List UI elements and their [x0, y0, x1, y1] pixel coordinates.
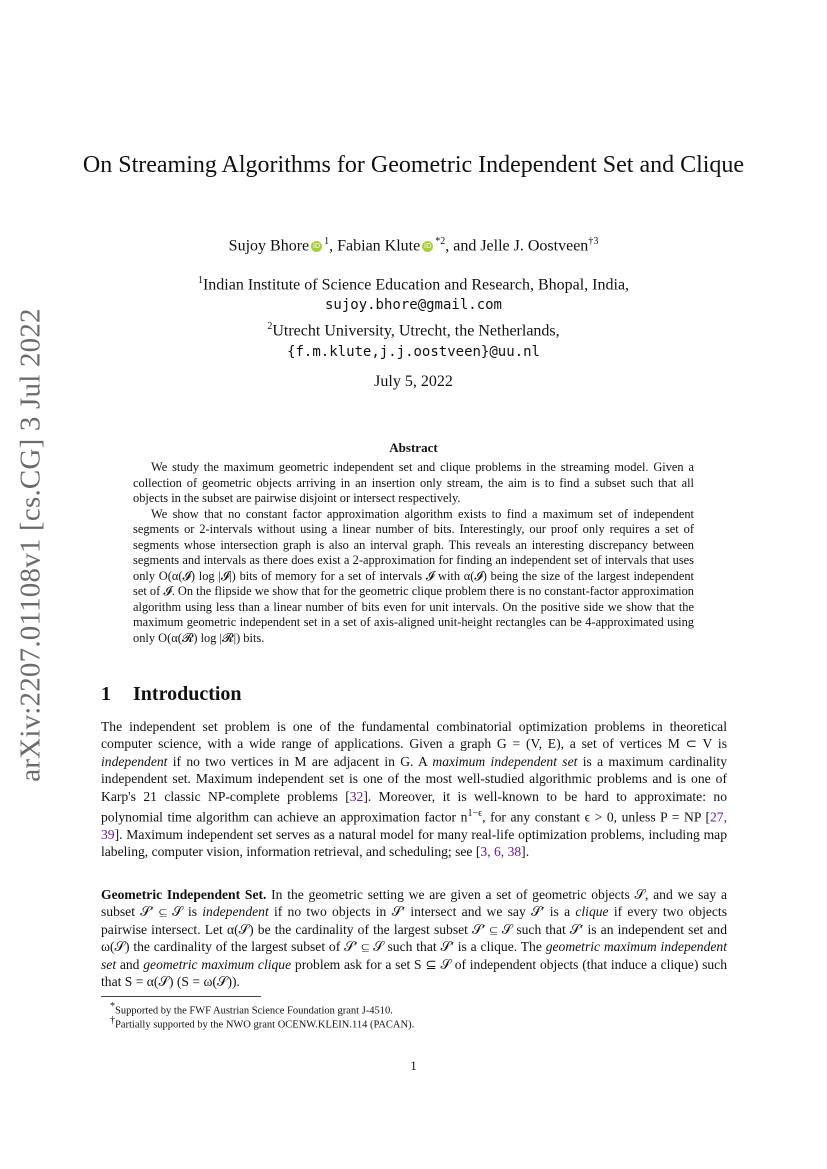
abstract-heading: Abstract — [389, 440, 438, 455]
citation-link[interactable]: 27, 39 — [101, 809, 727, 842]
date: July 5, 2022 — [374, 373, 453, 390]
abstract-paragraph-1: We study the maximum geometric independent set and clique problems in the streaming model. Given a collection of geometric objects arriving in an insertion only stream, the aim is to find a subset such that all objects in the subset are pairwise disjoint or intersect respectively. — [133, 460, 694, 505]
abstract-paragraph-2: We show that no constant factor approximation algorithm exists to find a maximum set of independent segments or 2-intervals without using a linear number of bits. Interestingly, our proof only requires a set of segments whose intersection graph is also an interval graph. This reveals an interesting discrepancy between segments and intervals as there does exist a 2-approximation for finding an independent set of intervals that uses only O(α(𝓘) log |𝓘|) bits of memory for a set of intervals 𝓘 with α(𝓘) being the size of the largest independent set of 𝓘. On the flipside we show that for the geometric clique problem there is no constant-factor approximation algorithm using less than a linear number of bits even for unit intervals. On the positive side we show that the maximum geometric independent set in a set of axis-aligned unit-height rectangles can be 4-approximated using only O(α(𝓡) log |𝓡|) bits. — [133, 506, 694, 645]
footnote-1: *Supported by the FWF Austrian Science Foundation grant J-4510. — [110, 1001, 393, 1017]
author-bhore: Sujoy Bhore — [228, 237, 310, 255]
orcid-icon[interactable]: iD — [424, 242, 432, 251]
citation-link[interactable]: 3, 6, 38 — [480, 844, 522, 860]
footnote-2: †Partially supported by the NWO grant OCENW.KLEIN.114 (PACAN). — [110, 1015, 415, 1031]
section-heading — [101, 683, 242, 706]
arxiv-stamp — [6, 308, 56, 782]
affiliation-1: $^1$Indian Institute of Science Education and Research, Bhopal, India, — [197, 275, 630, 294]
email-2[interactable]: {f.m.klute,j.j.oostveen}@uu.nl — [287, 343, 540, 360]
arxiv-identifier: arXiv:2207.01108v1 [cs.CG] 3 Jul 2022 — [14, 308, 47, 782]
author-klute: Fabian Klute — [337, 237, 421, 255]
author-sup: †3 — [588, 236, 599, 247]
section-number: 1 — [101, 683, 111, 705]
page-number: 1 — [410, 1058, 417, 1073]
orcid-icon[interactable]: iD — [312, 242, 321, 251]
paragraph-heading: Geometric Independent Set. — [101, 887, 267, 902]
author-sup: *2 — [435, 236, 446, 247]
author-oostveen: Jelle J. Oostveen — [480, 237, 589, 255]
abstract — [133, 460, 694, 646]
author-sup: 1 — [324, 236, 330, 247]
email-1[interactable]: sujoy.bhore@gmail.com — [324, 297, 502, 314]
author-separator: , — [329, 237, 338, 255]
author-line — [0, 236, 827, 255]
footnote-divider — [101, 996, 261, 997]
citation-link[interactable]: 32 — [349, 788, 364, 804]
section-title: Introduction — [133, 683, 242, 705]
author-separator: , and — [445, 237, 481, 255]
affiliation-2: $^2$Utrecht University, Utrecht, the Netherlands, — [267, 321, 560, 340]
paper-title: On Streaming Algorithms for Geometric Independent Set and Clique — [82, 152, 745, 178]
intro-paragraph-1: The independent set problem is one of the fundamental combinatorial optimization problems in theoretical computer science, with a wide range of applications. Given a graph G = (V, E), a set of vertices M ⊂ V is independent if no two vertices in M are adjacent in G. A maximum independent set is a maximum cardinality independent set. Maximum independent set is one of the most well-studied algorithmic problems and is one of Karp's 21 classic NP-complete problems [32]. Moreover, it is well-known to be hard to approximate: no polynomial time algorithm can achieve an approximation factor $n^{1-\epsilon}$, for any constant ϵ > 0, unless P = NP [27, 39]. Maximum independent set serves as a natural model for many real-life optimization problems, including map labeling, computer vision, information retrieval, and scheduling; see [3, 6, 38]. — [101, 719, 727, 860]
intro-paragraph-2: Geometric Independent Set. In the geometric setting we are given a set of geometric objects 𝒮, and we say a subset 𝒮′ ⊆ 𝒮 is independent if no two objects in 𝒮′ intersect and we say 𝒮′ is a clique if every two objects pairwise intersect. Let α(𝒮) be the cardinality of the largest subset 𝒮′ ⊆ 𝒮 such that 𝒮′ is an independent set and ω(𝒮) the cardinality of the largest subset of 𝒮′ ⊆ 𝒮 such that 𝒮′ is a clique. The geometric maximum independent set and geometric maximum clique problem ask for a set S ⊆ 𝒮 of independent objects (that induce a clique) such that S = α(𝒮) (S = ω(𝒮)). — [101, 887, 727, 990]
affiliations — [0, 270, 827, 363]
